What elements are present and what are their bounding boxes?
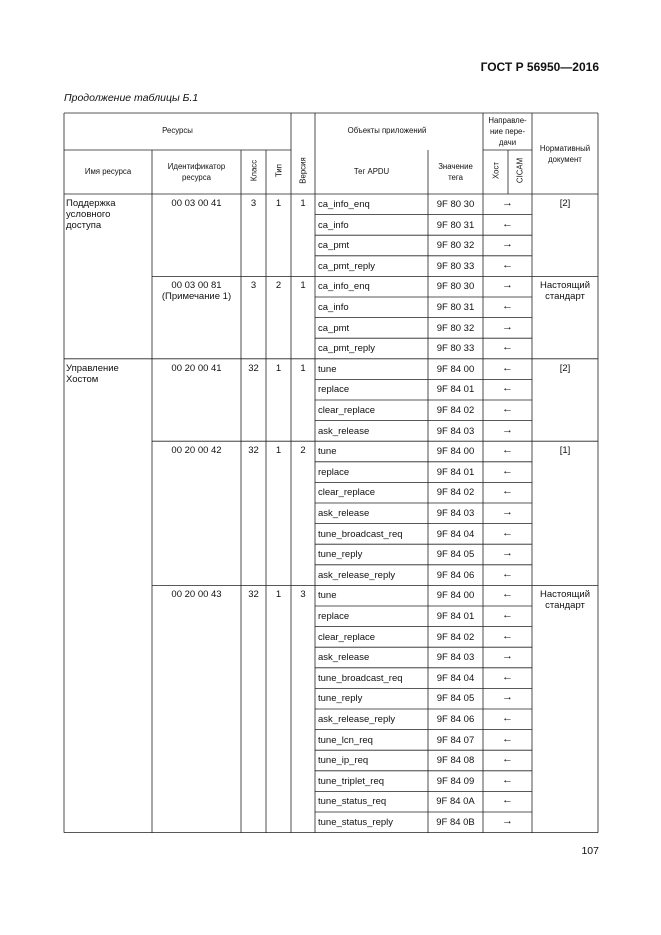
resource-class: 32 — [248, 445, 259, 457]
tag-value: 9F 84 02 — [436, 405, 475, 416]
apdu-tag: tune_status_reply — [318, 817, 393, 828]
header-identifier: ресурса — [182, 173, 211, 182]
direction-arrow: ← — [502, 609, 513, 621]
direction-arrow: ← — [502, 526, 513, 539]
tag-value: 9F 84 03 — [436, 508, 475, 519]
direction-arrow: → — [502, 650, 513, 663]
header-direction: дачи — [498, 138, 517, 147]
resource-class: 3 — [250, 198, 257, 209]
apdu-tag: ca_pmt_reply — [318, 343, 376, 355]
resource-type: 1 — [275, 362, 282, 374]
resource-class: 32 — [248, 589, 259, 601]
resource-identifier: 00 20 00 42 — [171, 445, 222, 457]
resource-version: 1 — [300, 362, 306, 374]
tag-value: 9F 84 00 — [436, 590, 475, 602]
resource-type: 1 — [275, 445, 282, 457]
resource-type: 1 — [275, 198, 282, 209]
header-tag-value: Значение — [438, 162, 473, 171]
direction-arrow: → — [502, 423, 513, 436]
apdu-tag: ask_release_reply — [318, 714, 396, 725]
resource-version: 2 — [300, 445, 306, 457]
header-cicam: CICAM — [515, 157, 525, 184]
apdu-tag: tune_reply — [318, 693, 363, 705]
tag-value: 9F 80 32 — [436, 322, 475, 334]
table-caption: Продолжение таблицы Б.1 — [64, 92, 199, 104]
direction-arrow: ← — [502, 341, 513, 354]
header-type: Тип — [274, 164, 283, 177]
tag-value: 9F 84 01 — [436, 384, 475, 396]
resource-identifier: 00 20 00 41 — [171, 362, 222, 374]
tag-value: 9F 84 03 — [436, 425, 475, 437]
normative-reference: [2] — [559, 362, 571, 374]
apdu-tag: tune_status_req — [318, 796, 387, 808]
apdu-tag: clear_replace — [318, 405, 376, 416]
header-direction: ние пере- — [490, 127, 525, 136]
direction-arrow: ← — [502, 670, 513, 683]
apdu-tag: ask_release_reply — [318, 569, 396, 581]
apdu-tag: ask_release — [318, 652, 370, 664]
tag-value: 9F 80 33 — [436, 343, 475, 355]
apdu-tag: ca_pmt_reply — [318, 260, 376, 272]
tag-value: 9F 84 00 — [436, 363, 475, 375]
apdu-tag: tune — [318, 446, 337, 458]
header-direction: Направле- — [488, 116, 527, 125]
apdu-tag: clear_replace — [318, 487, 376, 499]
apdu-tag: ca_info_enq — [318, 199, 370, 210]
normative-reference: Настоящий — [540, 589, 590, 601]
direction-arrow: ← — [502, 794, 513, 807]
direction-arrow: ← — [502, 258, 513, 271]
apdu-tag: replace — [318, 611, 350, 622]
apdu-tag: replace — [318, 384, 350, 396]
tag-value: 9F 80 30 — [436, 281, 475, 293]
apdu-tag: tune — [318, 363, 337, 375]
normative-reference: стандарт — [545, 291, 585, 303]
normative-reference: Настоящий — [540, 280, 590, 292]
tag-value: 9F 84 01 — [436, 466, 475, 478]
tag-value: 9F 84 04 — [436, 672, 475, 684]
direction-arrow: ← — [502, 567, 513, 580]
tag-value: 9F 84 04 — [436, 528, 475, 540]
direction-arrow: ← — [502, 588, 513, 601]
header-class: Класс — [249, 159, 258, 182]
resource-version: 1 — [300, 198, 306, 209]
resource-identifier: 00 03 00 81 — [171, 280, 222, 292]
resource-name: условного — [66, 209, 111, 220]
header-resources: Ресурсы — [162, 126, 193, 135]
header-identifier: Идентификатор — [167, 162, 226, 171]
apdu-tag: tune_broadcast_req — [318, 528, 403, 540]
direction-arrow: ← — [502, 361, 513, 374]
direction-arrow: ← — [502, 464, 513, 477]
tag-value: 9F 84 01 — [436, 611, 475, 622]
direction-arrow: ← — [502, 403, 513, 415]
apdu-tag: ask_release — [318, 508, 370, 519]
header-host: Хост — [491, 162, 500, 179]
page-number: 107 — [581, 845, 599, 857]
direction-arrow: ← — [502, 485, 513, 498]
apdu-tag: clear_replace — [318, 631, 376, 643]
tag-value: 9F 84 08 — [436, 755, 475, 767]
apdu-tag: ca_pmt — [318, 322, 350, 334]
direction-arrow: → — [502, 691, 513, 704]
apdu-tag: tune_lcn_req — [318, 734, 373, 746]
apdu-tag: ca_info — [318, 219, 349, 231]
tag-value: 9F 84 05 — [436, 693, 475, 705]
apdu-tag: ca_info_enq — [318, 281, 370, 293]
resource-type: 1 — [275, 589, 282, 601]
tag-value: 9F 80 33 — [436, 260, 475, 272]
resource-name: Управление — [66, 362, 119, 374]
apdu-tag: tune_reply — [318, 549, 363, 561]
tag-value: 9F 84 09 — [436, 775, 475, 787]
header-apdu-tag: Тег APDU — [353, 167, 390, 176]
resource-name: доступа — [66, 220, 102, 231]
resource-version: 1 — [300, 280, 306, 292]
tag-value: 9F 84 06 — [436, 569, 475, 581]
direction-arrow: → — [502, 320, 513, 333]
direction-arrow: → — [502, 815, 513, 827]
direction-arrow: → — [502, 197, 513, 209]
direction-arrow: ← — [502, 444, 513, 457]
direction-arrow: ← — [502, 300, 513, 312]
normative-reference: [1] — [559, 445, 571, 457]
tag-value: 9F 84 0A — [436, 796, 475, 808]
header-tag-value: тега — [448, 173, 463, 182]
standard-number: ГОСТ Р 56950—2016 — [480, 60, 599, 74]
resource-version: 3 — [300, 589, 306, 601]
direction-arrow: → — [502, 238, 513, 251]
apdu-tag: replace — [318, 466, 350, 478]
normative-reference: стандарт — [545, 600, 585, 612]
resource-class: 32 — [248, 362, 259, 374]
direction-arrow: ← — [502, 732, 513, 745]
apdu-tag: tune_broadcast_req — [318, 672, 403, 684]
apdu-tag: ask_release — [318, 425, 370, 437]
resource-class: 3 — [250, 280, 257, 292]
tag-value: 9F 80 30 — [436, 199, 475, 210]
header-version: Версия — [298, 157, 308, 184]
direction-arrow: → — [502, 279, 513, 292]
direction-arrow: ← — [502, 712, 513, 724]
direction-arrow: ← — [502, 382, 513, 395]
tag-value: 9F 84 00 — [436, 446, 475, 458]
resource-identifier: 00 20 00 43 — [171, 589, 222, 601]
tag-value: 9F 80 31 — [436, 219, 475, 231]
header-resource-name: Имя ресурса — [84, 167, 132, 176]
apdu-tag: tune_ip_req — [318, 755, 369, 767]
direction-arrow: ← — [502, 629, 513, 642]
direction-arrow: → — [502, 506, 513, 518]
direction-arrow: ← — [502, 217, 513, 230]
tag-value: 9F 84 05 — [436, 549, 475, 561]
tag-value: 9F 80 32 — [436, 240, 475, 252]
apdu-tag: ca_pmt — [318, 240, 350, 252]
direction-arrow: → — [502, 547, 513, 560]
tag-value: 9F 84 06 — [436, 714, 475, 725]
normative-reference: [2] — [559, 198, 571, 209]
resource-type: 2 — [275, 280, 282, 292]
apdu-tag: tune_triplet_req — [318, 775, 385, 787]
header-normative: документ — [548, 155, 582, 164]
direction-arrow: ← — [502, 753, 513, 766]
tag-value: 9F 84 07 — [436, 734, 475, 746]
tag-value: 9F 84 02 — [436, 631, 475, 643]
apdu-tag: ca_info — [318, 302, 349, 313]
resource-name: Поддержка — [66, 198, 116, 209]
tag-value: 9F 84 02 — [436, 487, 475, 499]
tag-value: 9F 80 31 — [436, 302, 475, 313]
resource-name: Хостом — [66, 373, 99, 385]
apdu-tag: tune — [318, 590, 337, 602]
resource-identifier: (Примечание 1) — [161, 291, 232, 303]
direction-arrow: ← — [502, 773, 513, 786]
resource-identifier: 00 03 00 41 — [171, 198, 222, 209]
tag-value: 9F 84 0B — [436, 817, 475, 828]
header-app-objects: Объекты приложений — [347, 126, 427, 135]
tag-value: 9F 84 03 — [436, 652, 475, 664]
header-normative: Нормативный — [539, 144, 591, 153]
